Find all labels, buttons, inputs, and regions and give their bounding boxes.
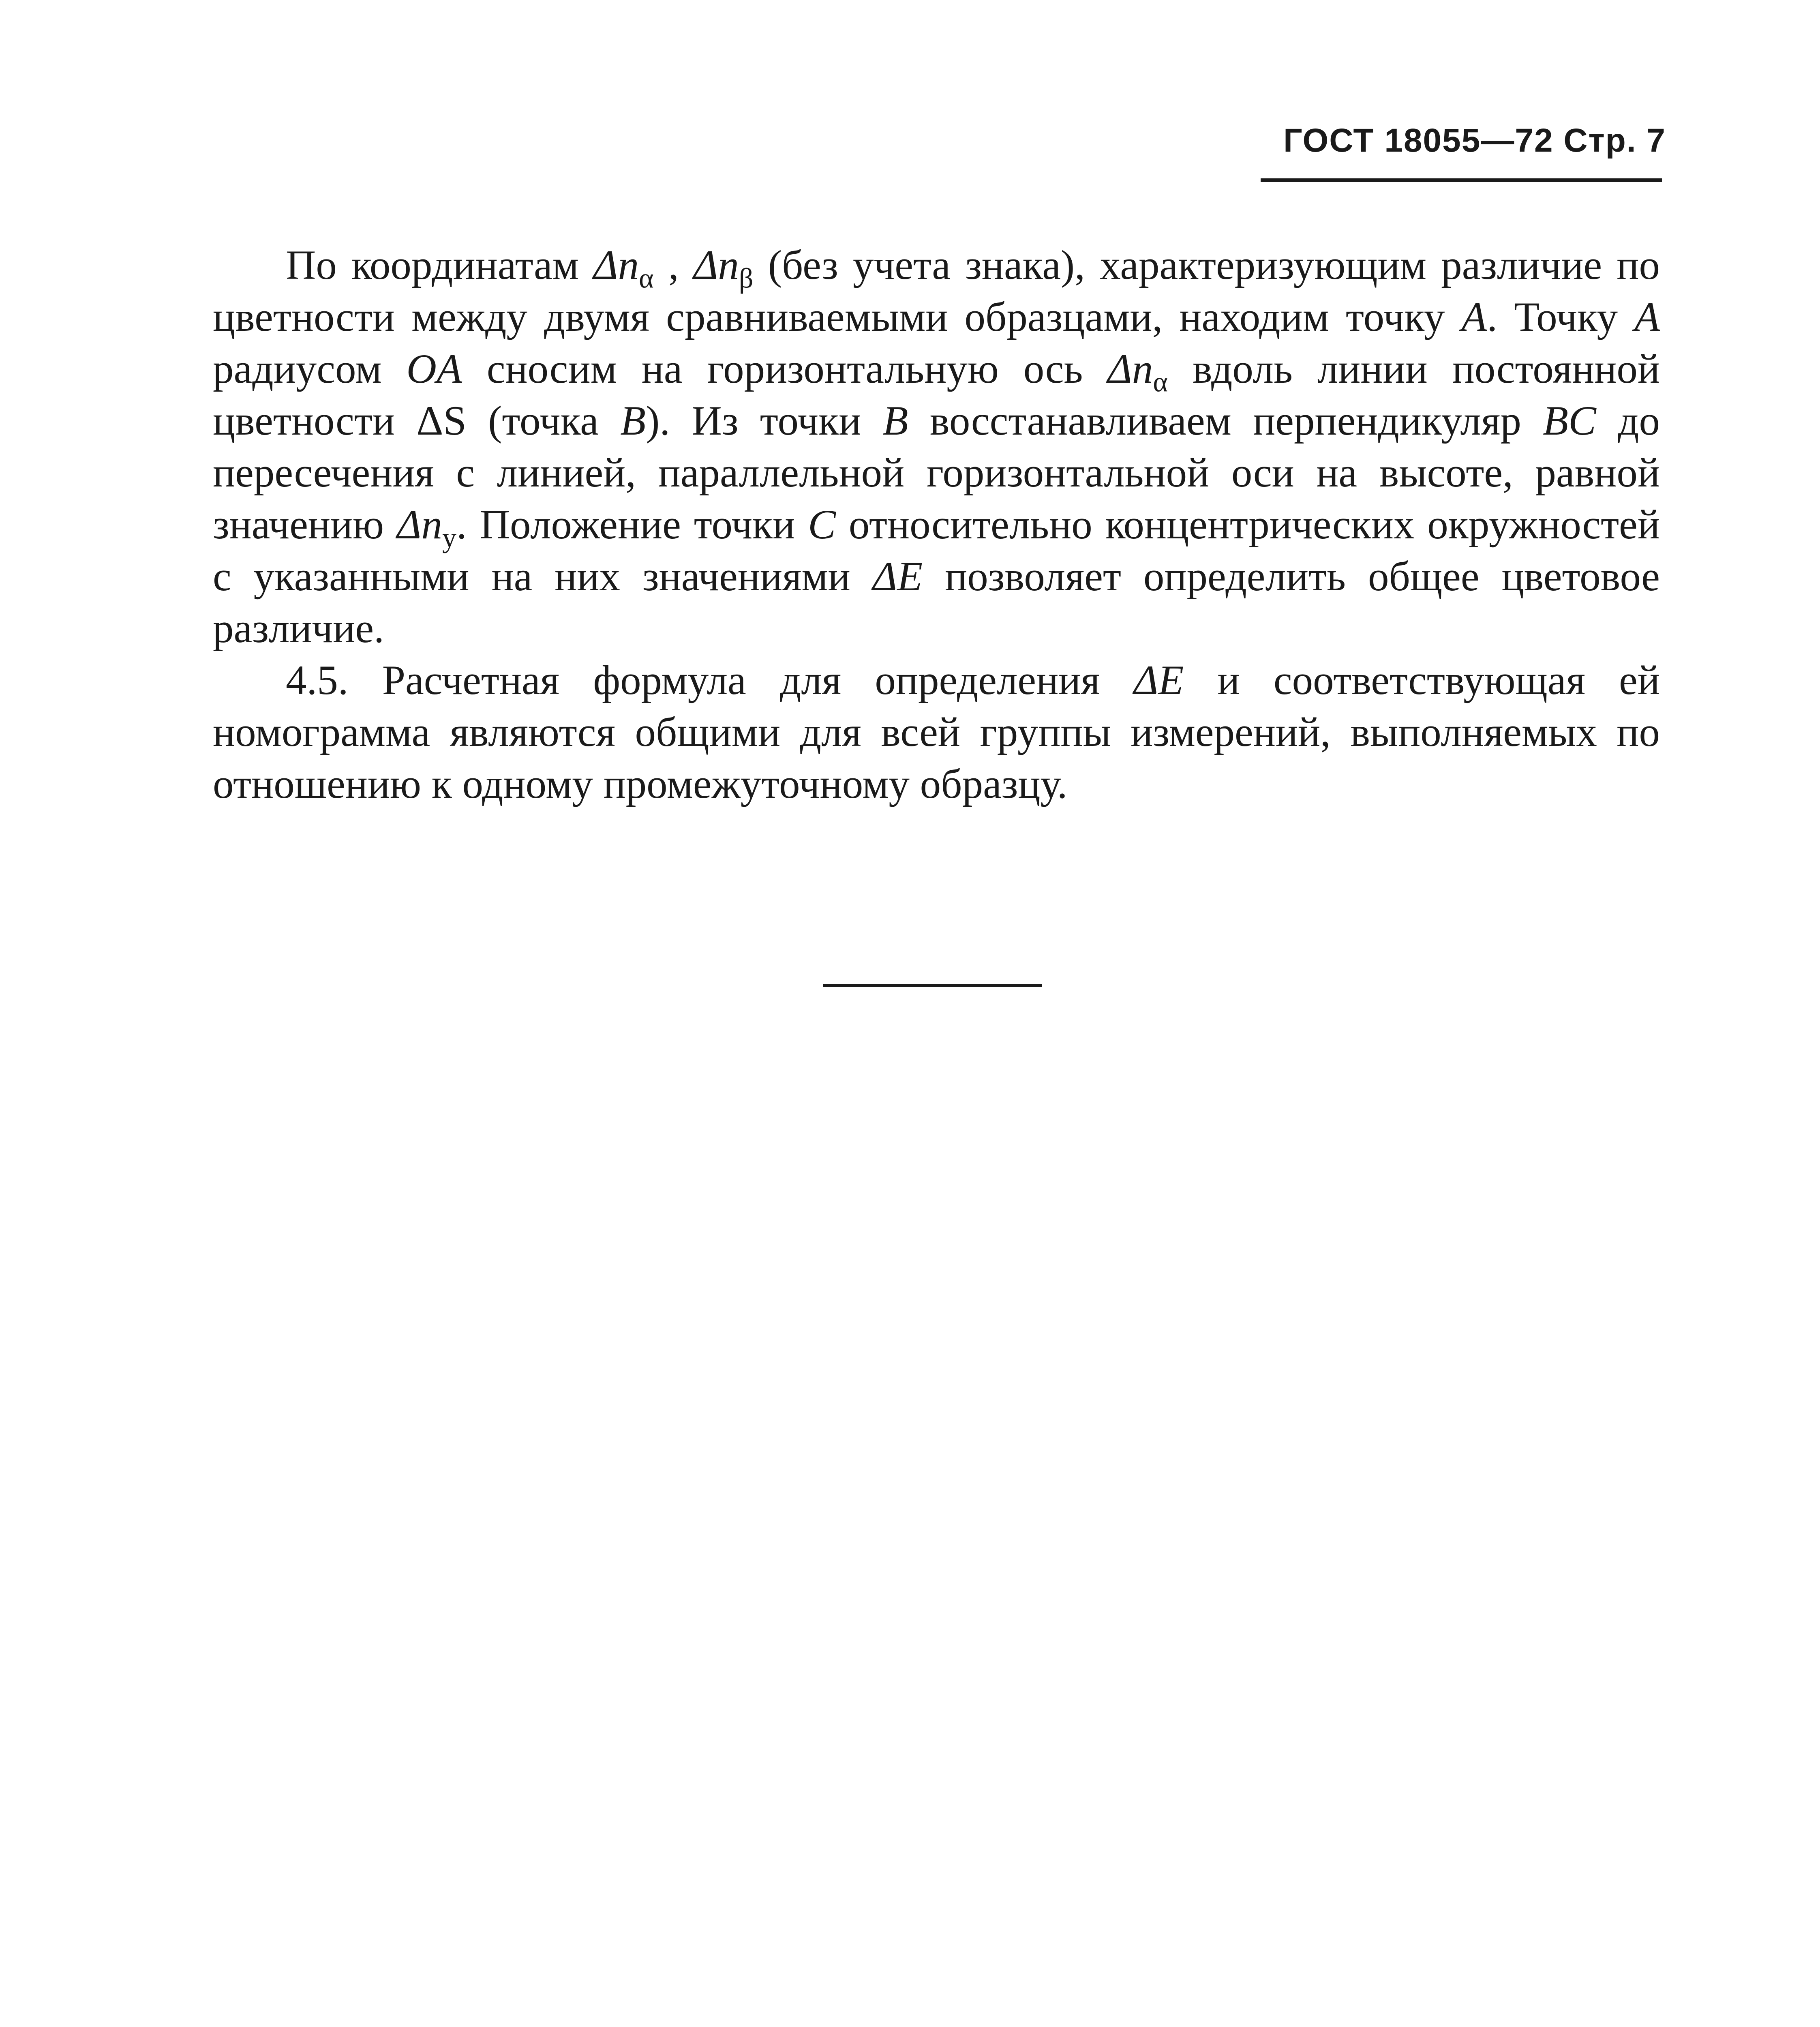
text-span: и соответствующая ей номограмма являются общими для всей группы измерений, выполняемых по отношению к одному промежуточному образцу. [213, 657, 1660, 807]
text-span: относительно концентрических окружностей с указанными на них значениями [213, 501, 1660, 600]
math-symbol: Δn [1107, 346, 1153, 392]
text-span: до пересечения с линией, параллельной горизонтальной оси на высоте, равной значению [213, 398, 1660, 548]
math-subscript: α [639, 263, 654, 294]
math-symbol: B [620, 398, 646, 444]
body-text [213, 239, 1660, 810]
math-symbol: C [808, 501, 836, 548]
paragraph-2 [213, 654, 1660, 810]
text-span: 4.5. Расчетная формула для определения [286, 657, 1134, 703]
text-span: позволяет определить общее цветовое различие. [213, 553, 1660, 651]
math-symbol: ΔE [1133, 657, 1184, 703]
text-span: вдоль линии постоянной цветности ΔS (точка [213, 346, 1660, 444]
text-span: По координатам [286, 242, 594, 288]
text-span: ). Из точки [646, 398, 883, 444]
header-rule [1261, 178, 1662, 182]
math-symbol: A [1461, 294, 1487, 340]
text-span: . Точку [1487, 294, 1635, 340]
math-symbol: Δn [593, 242, 639, 288]
text-span: восстанавливаем перпендикуляр [908, 398, 1543, 444]
paragraph-1 [213, 239, 1660, 654]
math-symbol: BC [1543, 398, 1596, 444]
math-subscript: α [1153, 366, 1168, 398]
page-header: ГОСТ 18055—72 Стр. 7 [1283, 122, 1666, 159]
math-symbol: B [882, 398, 908, 444]
text-span: , [653, 242, 694, 288]
text-span: . Положение точки [456, 501, 808, 548]
text-span: (без учета знака), характеризующим различие по цветности между двумя сравниваемыми образцами, находим точку [213, 242, 1660, 340]
math-symbol: Δn [397, 501, 442, 548]
text-span: сносим на горизонтальную ось [462, 346, 1108, 392]
math-symbol: ΔE [872, 553, 923, 600]
math-symbol: A [1634, 294, 1660, 340]
math-subscript: β [739, 263, 754, 294]
text-span: радиусом [213, 346, 407, 392]
math-symbol: Δn [693, 242, 739, 288]
math-subscript: y [442, 522, 456, 554]
end-rule [823, 984, 1042, 987]
math-symbol: OA [406, 346, 462, 392]
